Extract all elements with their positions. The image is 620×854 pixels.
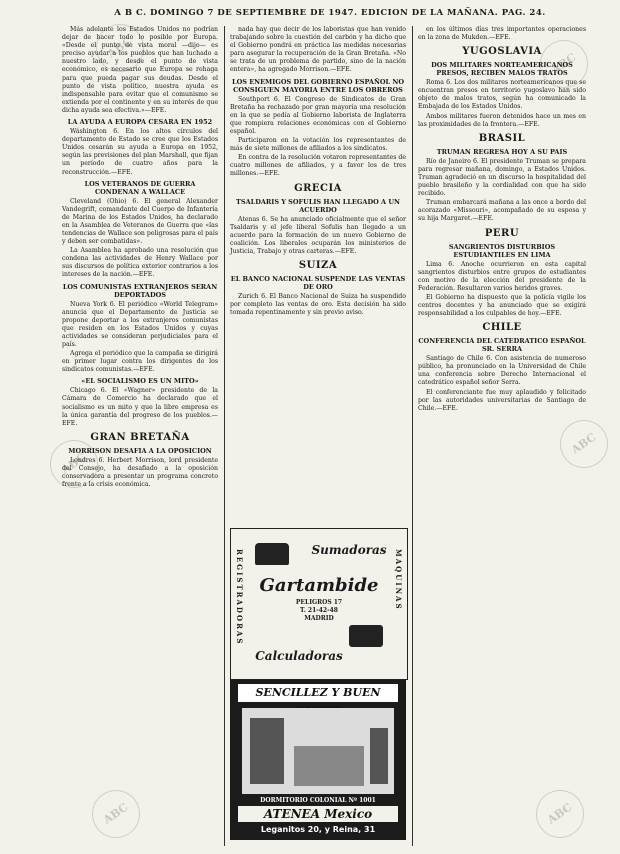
paragraph: Southport 6. El Congreso de Sindicatos de Gran Bretaña ha rechazado por gran mayoría una resolución en la que se pedía al Gobierno laborista de Inglaterra que rompiera relaciones económicas con el Gobierno español. xyxy=(230,95,406,135)
paragraph: Río de Janeiro 6. El presidente Truman se prepara para regresar mañana, domingo, a Estados Unidos. Truman agradeció en un discurso la hospitalidad del pueblo brasileño y la cordialidad con que ha sido recibido. xyxy=(418,157,586,198)
ad-brand: Gartambide xyxy=(259,575,379,596)
subheadline: DOS MILITARES NORTEAMERICANOS PRESOS, RECIBEN MALOS TRATOS xyxy=(431,61,573,78)
ad-brand: ATENEA Mexico xyxy=(238,806,398,822)
section-title: GRAN BRETAÑA xyxy=(90,431,190,443)
section-title: GRECIA xyxy=(294,182,342,194)
section-title: YUGOSLAVIA xyxy=(462,46,542,58)
column-2 xyxy=(230,26,406,318)
ad-bottom-text: Calculadoras xyxy=(255,649,343,663)
paragraph: En contra de la resolución votaron representantes de cuatro millones de afiliados, y a favor los de tres millones.—EFE. xyxy=(230,154,406,178)
calculator-icon xyxy=(349,625,383,647)
section-title: BRASIL xyxy=(478,132,526,144)
watermark-stamp: ABC xyxy=(527,781,594,848)
paragraph: Cleveland (Ohio) 6. El general Alexander Vandegrift, comandante del Cuerpo de Infantería de Marina de los Estados Unidos, ha declarado en la Asamblea de Veteranos de Guerra que «las tendencias de Wallace son peligrosas para el país y deben ser combatidas». xyxy=(62,197,218,246)
watermark-stamp: ABC xyxy=(87,15,154,82)
section-title: SUIZA xyxy=(298,259,338,271)
section-title: PERU xyxy=(484,227,520,239)
subheadline: TSALDARIS Y SOFULIS HAN LLEGADO A UN ACUERDO xyxy=(236,197,400,214)
paragraph: nada hay que decir de los laboristas que han venido trabajando sobre la cuestión del carbón y ha dicho que el Gobierno pondrá en práctica las medidas necesarias para asegurar la recuperación de la Gran Bretaña. «No se trata de un problema de partido, sino de la nación entera», ha agregado Morrison.—EFE. xyxy=(230,26,406,74)
advertisement-gartambide xyxy=(230,528,408,680)
paragraph: El conferenciante fue muy aplaudido y felicitado por las autoridades universitarias de Santiago de Chile.—EFE. xyxy=(418,388,586,412)
paragraph: Nueva York 6. El periódico «World Telegram» anuncia que el Departamento de Justicia se propone deportar a los extranjeros comunistas que residen en los Estados Unidos y cuyas actividades se consideran perjudiciales para el país. xyxy=(62,300,218,348)
ad-side-text: MAQUINAS xyxy=(394,549,403,611)
paragraph: Ambos militares fueron detenidos hace un mes en las proximidades de la frontera.—EFE. xyxy=(418,112,586,128)
paragraph: Roma 6. Los dos militares norteamericanos que se encuentran presos en territorio yugoslavo han sido objeto de malos tratos, según ha comunicado la Embajada de los Estados Unidos. xyxy=(418,79,586,111)
subheadline: TRUMAN REGRESA HOY A SU PAIS xyxy=(436,147,568,156)
bedroom-furniture-illustration xyxy=(242,708,394,794)
page-header: A B C. DOMINGO 7 DE SEPTIEMBRE DE 1947. EDICION DE LA MAÑANA. PAG. 24. xyxy=(114,8,546,18)
subheadline: LOS VETERANOS DE GUERRA CONDENAN A WALLACE xyxy=(84,179,196,196)
ad-side-text: REGISTRADORAS xyxy=(235,549,244,646)
paragraph: Lima 6. Anoche ocurrieron en esta capital sangrientos disturbios entre grupos de estudiantes con motivo de la elección del presidente de la Federación. Resultaron varios heridos graves. xyxy=(418,260,586,292)
subheadline: SANGRIENTOS DISTURBIOS ESTUDIANTILES EN LIMA xyxy=(448,242,556,259)
watermark-stamp: ABC xyxy=(531,31,598,98)
ad-top-text: Sumadoras xyxy=(311,543,387,557)
paragraph: El Gobierno ha dispuesto que la policía vigile los centros docentes y ha anunciado que se exigirá responsabilidad a los culpables de hoy.—EFE. xyxy=(418,293,586,318)
column-divider xyxy=(224,26,225,846)
paragraph: Wáshington 6. En los altos círculos del departamento de Estado se cree que los Estados Unidos cesarán su ayuda a Europa en 1952, según las previsiones del plan Marshall, que fijan un período de cuatro años para la reconstrucción.—EFE. xyxy=(62,128,218,176)
paragraph: en los últimos días tres importantes operaciones en la zona de Mukden.—EFE. xyxy=(418,26,586,42)
paragraph: La Asamblea ha aprobado una resolución que condena las actividades de Henry Wallace por sus discursos de política exterior contrarios a los intereses de la nación.—EFE. xyxy=(62,247,218,279)
subheadline: LA AYUDA A EUROPA CESARA EN 1952 xyxy=(67,118,213,127)
column-1 xyxy=(62,26,218,490)
paragraph: Chicago 6. El «Wagner» presidente de la Cámara de Comercio ha declarado que el socialismo es un mito y que la libre empresa es la única garantía del progreso de los pueblos.—EFE. xyxy=(62,387,218,427)
paragraph: Zurich 6. El Banco Nacional de Suiza ha suspendido por completo las ventas de oro. Esta decisión ha sido tomada repentinamente y sin previo aviso. xyxy=(230,292,406,317)
column-divider xyxy=(412,26,413,846)
watermark-stamp: ABC xyxy=(41,431,108,498)
subheadline: EL BANCO NACIONAL SUSPENDE LAS VENTAS DE ORO xyxy=(230,274,406,291)
ad-address: Leganitos 20, y Reina, 31 xyxy=(260,825,376,834)
subheadline: «EL SOCIALISMO ES UN MITO» xyxy=(81,377,199,386)
ad-banner: SENCILLEZ Y BUEN xyxy=(238,684,398,702)
paragraph: Santiago de Chile 6. Con asistencia de numeroso público, ha pronunciado en la Universidad de Chile una conferencia sobre Derecho Internacional el catedrático español señor Serra. xyxy=(418,355,586,387)
paragraph: Agrega el periódico que la campaña se dirigirá en primer lugar contra los dirigentes de los sindicatos comunistas.—EFE. xyxy=(62,350,218,374)
paragraph: Más adelante los Estados Unidos no podrían dejar de hacer todo lo posible por Europa. «Desde el punto de vista moral —dijo— es preciso ayudar a los pueblos que han luchado a nuestro lado, y desde el punto de vista económico, es necesario que Europa se rehaga para que pueda pagar sus deudas. Desde el punto de vista político, nuestra ayuda es indispensable para evitar que el comunismo se extienda por el continente y en su interés de que dicha ayuda sea efectiva.»—EFE. xyxy=(62,26,218,114)
paragraph: Participaron en la votación los representantes de más de siete millones de afiliados a los sindicatos. xyxy=(230,137,406,153)
subheadline: LOS COMUNISTAS EXTRANJEROS SERAN DEPORTADOS xyxy=(62,282,218,299)
subheadline: MORRISON DESAFIA A LA OPOSICION xyxy=(68,446,212,455)
ad-city: MADRID xyxy=(304,615,334,622)
watermark-stamp: ABC xyxy=(83,781,150,848)
subheadline: LOS ENEMIGOS DEL GOBIERNO ESPAÑOL NO CONSIGUEN MAYORIA ENTRE LOS OBREROS xyxy=(232,77,404,94)
subheadline: CONFERENCIA DEL CATEDRATICO ESPAÑOL SR. SERRA xyxy=(418,337,586,354)
ad-phone: T. 21-42-48 xyxy=(300,607,338,614)
paragraph: Truman embarcará mañana a las once a bordo del acorazado «Missouri», acompañado de su esposa y su hija Margaret.—EFE. xyxy=(418,199,586,223)
advertisement-atenea xyxy=(230,680,406,840)
section-title: CHILE xyxy=(482,322,522,334)
ad-address: PELIGROS 17 xyxy=(295,599,343,606)
ad-style: DORMITORIO COLONIAL Nº 1001 xyxy=(260,797,376,804)
paragraph: Atenas 6. Se ha anunciado oficialmente que el señor Tsaldaris y el jefe liberal Sofulis han llegado a un acuerdo para la formación de un nuevo Gobierno de coalición. Los liberales ocuparán los ministerios de Justicia, Trabajo y otras carteras.—EFE. xyxy=(230,215,406,255)
watermark-stamp: ABC xyxy=(551,411,618,478)
paragraph: Londres 6. Herbert Morrison, lord presidente del Consejo, ha desafiado a la oposición conservadora a presentar un programa concreto frente a la crisis económica. xyxy=(62,456,218,489)
